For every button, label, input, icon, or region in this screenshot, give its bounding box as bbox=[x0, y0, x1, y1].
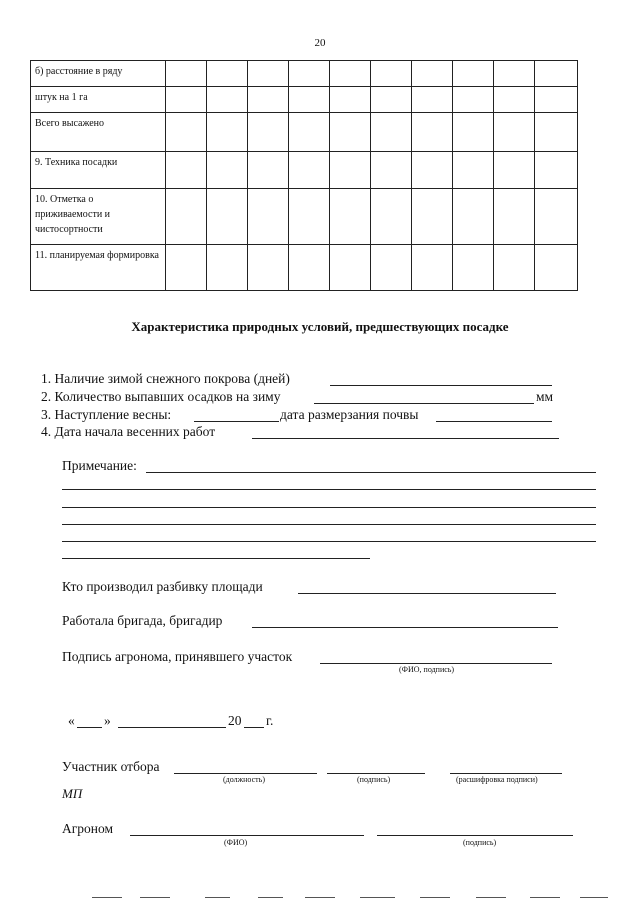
table-cell[interactable] bbox=[330, 113, 371, 152]
divider bbox=[205, 897, 230, 898]
table-cell[interactable] bbox=[494, 245, 535, 291]
table-cell[interactable] bbox=[412, 152, 453, 189]
table-row bbox=[31, 189, 578, 245]
divider bbox=[420, 897, 450, 898]
caption-fio: (ФИО) bbox=[224, 838, 248, 847]
table-cell[interactable] bbox=[207, 245, 248, 291]
divider bbox=[530, 897, 560, 898]
divider bbox=[580, 897, 608, 898]
date-year-suffix: г. bbox=[266, 713, 274, 728]
brigade-label: Работала бригада, бригадир bbox=[62, 613, 223, 628]
table-cell[interactable] bbox=[535, 189, 578, 245]
table-cell[interactable] bbox=[371, 245, 412, 291]
table-cell[interactable] bbox=[289, 189, 330, 245]
precipitation-unit: мм bbox=[536, 389, 554, 404]
fio-sign-caption: (ФИО, подпись) bbox=[399, 665, 455, 674]
item-work-start: 4. Дата начала весенних работ bbox=[41, 424, 216, 439]
table-cell[interactable] bbox=[248, 61, 289, 87]
table-cell[interactable] bbox=[289, 61, 330, 87]
table-cell[interactable] bbox=[371, 61, 412, 87]
participant-label: Участник отбора bbox=[62, 759, 160, 774]
note-line[interactable] bbox=[62, 489, 596, 490]
table-cell[interactable] bbox=[207, 113, 248, 152]
table-cell[interactable] bbox=[248, 152, 289, 189]
divider bbox=[92, 897, 122, 898]
table-row bbox=[31, 245, 578, 291]
table-cell[interactable] bbox=[412, 61, 453, 87]
row-label: 10. Отметка о приживаемости и чистосортности bbox=[31, 189, 166, 245]
date-day-field[interactable] bbox=[77, 727, 102, 728]
item-soil-thaw: дата размерзания почвы bbox=[280, 407, 419, 422]
date-year-field[interactable] bbox=[244, 727, 264, 728]
table-cell[interactable] bbox=[453, 87, 494, 113]
table-cell[interactable] bbox=[494, 189, 535, 245]
table-cell[interactable] bbox=[289, 152, 330, 189]
table-cell[interactable] bbox=[166, 245, 207, 291]
note-label: Примечание: bbox=[62, 458, 137, 473]
table-cell[interactable] bbox=[412, 87, 453, 113]
item-precipitation: 2. Количество выпавших осадков на зиму bbox=[41, 389, 281, 404]
table-cell[interactable] bbox=[412, 245, 453, 291]
agronomist-signature-label: Подпись агронома, принявшего участок bbox=[62, 649, 293, 664]
participant-position-field[interactable] bbox=[174, 773, 317, 774]
item-spring-onset: 3. Наступление весны: bbox=[41, 407, 172, 422]
agronomist-signature-field[interactable] bbox=[320, 663, 552, 664]
table-cell[interactable] bbox=[535, 245, 578, 291]
stamp-label: МП bbox=[62, 786, 83, 801]
table-cell[interactable] bbox=[166, 152, 207, 189]
table-cell[interactable] bbox=[494, 113, 535, 152]
item-snow-cover: 1. Наличие зимой снежного покрова (дней) bbox=[41, 371, 290, 386]
note-line[interactable] bbox=[62, 507, 596, 508]
table-cell[interactable] bbox=[494, 152, 535, 189]
row-label: Всего высажено bbox=[31, 113, 166, 152]
table-cell[interactable] bbox=[248, 113, 289, 152]
table-cell[interactable] bbox=[453, 152, 494, 189]
table-row bbox=[31, 61, 578, 87]
table-cell[interactable] bbox=[453, 245, 494, 291]
table-cell[interactable] bbox=[289, 113, 330, 152]
row-label: 11. планируемая формировка bbox=[31, 245, 166, 291]
spring-onset-field[interactable] bbox=[194, 421, 279, 422]
table-cell[interactable] bbox=[166, 113, 207, 152]
row-label: штук на 1 га bbox=[31, 87, 166, 113]
table-row bbox=[31, 152, 578, 189]
caption-decode: (расшифровка подписи) bbox=[456, 775, 538, 784]
section-title: Характеристика природных условий, предшествующих посадке bbox=[131, 319, 509, 334]
work-start-field[interactable] bbox=[252, 438, 559, 439]
table-cell[interactable] bbox=[166, 189, 207, 245]
divider bbox=[360, 897, 395, 898]
date-open-quote: « bbox=[68, 713, 75, 728]
divider bbox=[140, 897, 170, 898]
participant-signature-field[interactable] bbox=[327, 773, 425, 774]
agronomist-signature-field-2[interactable] bbox=[377, 835, 573, 836]
divider bbox=[258, 897, 283, 898]
table-cell[interactable] bbox=[207, 61, 248, 87]
snow-cover-field[interactable] bbox=[330, 385, 552, 386]
row-label: 9. Техника посадки bbox=[31, 152, 166, 189]
date-year-prefix: 20 bbox=[228, 713, 242, 728]
table-row bbox=[31, 113, 578, 152]
table-cell[interactable] bbox=[330, 152, 371, 189]
table-cell[interactable] bbox=[330, 245, 371, 291]
caption-position: (должность) bbox=[223, 775, 265, 784]
table-cell[interactable] bbox=[535, 87, 578, 113]
table-cell[interactable] bbox=[289, 87, 330, 113]
divider bbox=[476, 897, 506, 898]
table-cell[interactable] bbox=[207, 87, 248, 113]
row-label: б) расстояние в ряду bbox=[31, 61, 166, 87]
table-cell[interactable] bbox=[535, 152, 578, 189]
table-cell[interactable] bbox=[371, 189, 412, 245]
divider bbox=[305, 897, 335, 898]
brigade-field[interactable] bbox=[252, 627, 558, 628]
note-field[interactable] bbox=[146, 472, 596, 473]
table-cell[interactable] bbox=[494, 87, 535, 113]
planting-table bbox=[30, 60, 578, 291]
table-cell[interactable] bbox=[330, 87, 371, 113]
table-cell[interactable] bbox=[412, 113, 453, 152]
note-line[interactable] bbox=[62, 524, 596, 525]
table-cell[interactable] bbox=[166, 87, 207, 113]
caption-agronomist-signature: (подпись) bbox=[463, 838, 497, 847]
table-cell[interactable] bbox=[494, 61, 535, 87]
table-cell[interactable] bbox=[453, 189, 494, 245]
caption-signature: (подпись) bbox=[357, 775, 391, 784]
table-cell[interactable] bbox=[371, 87, 412, 113]
table-cell[interactable] bbox=[535, 61, 578, 87]
date-close-quote: » bbox=[104, 713, 111, 728]
table-cell[interactable] bbox=[412, 189, 453, 245]
table-cell[interactable] bbox=[207, 189, 248, 245]
table-cell[interactable] bbox=[535, 113, 578, 152]
page-number: 20 bbox=[314, 37, 326, 49]
table-cell[interactable] bbox=[207, 152, 248, 189]
table-cell[interactable] bbox=[166, 61, 207, 87]
note-line[interactable] bbox=[62, 558, 370, 559]
note-line[interactable] bbox=[62, 541, 596, 542]
table-cell[interactable] bbox=[330, 61, 371, 87]
table-row bbox=[31, 87, 578, 113]
participant-decode-field[interactable] bbox=[450, 773, 562, 774]
table-cell[interactable] bbox=[371, 152, 412, 189]
table-cell[interactable] bbox=[248, 87, 289, 113]
who-marked-field[interactable] bbox=[298, 593, 556, 594]
soil-thaw-field[interactable] bbox=[436, 421, 552, 422]
table-cell[interactable] bbox=[248, 189, 289, 245]
table-cell[interactable] bbox=[453, 61, 494, 87]
precipitation-field[interactable] bbox=[314, 403, 534, 404]
agronomist-fio-field[interactable] bbox=[130, 835, 364, 836]
table-cell[interactable] bbox=[330, 189, 371, 245]
agronomist-label: Агроном bbox=[62, 821, 114, 836]
table-cell[interactable] bbox=[453, 113, 494, 152]
table-cell[interactable] bbox=[248, 245, 289, 291]
table-cell[interactable] bbox=[371, 113, 412, 152]
date-month-field[interactable] bbox=[118, 727, 226, 728]
table-cell[interactable] bbox=[289, 245, 330, 291]
who-marked-label: Кто производил разбивку площади bbox=[62, 579, 263, 594]
